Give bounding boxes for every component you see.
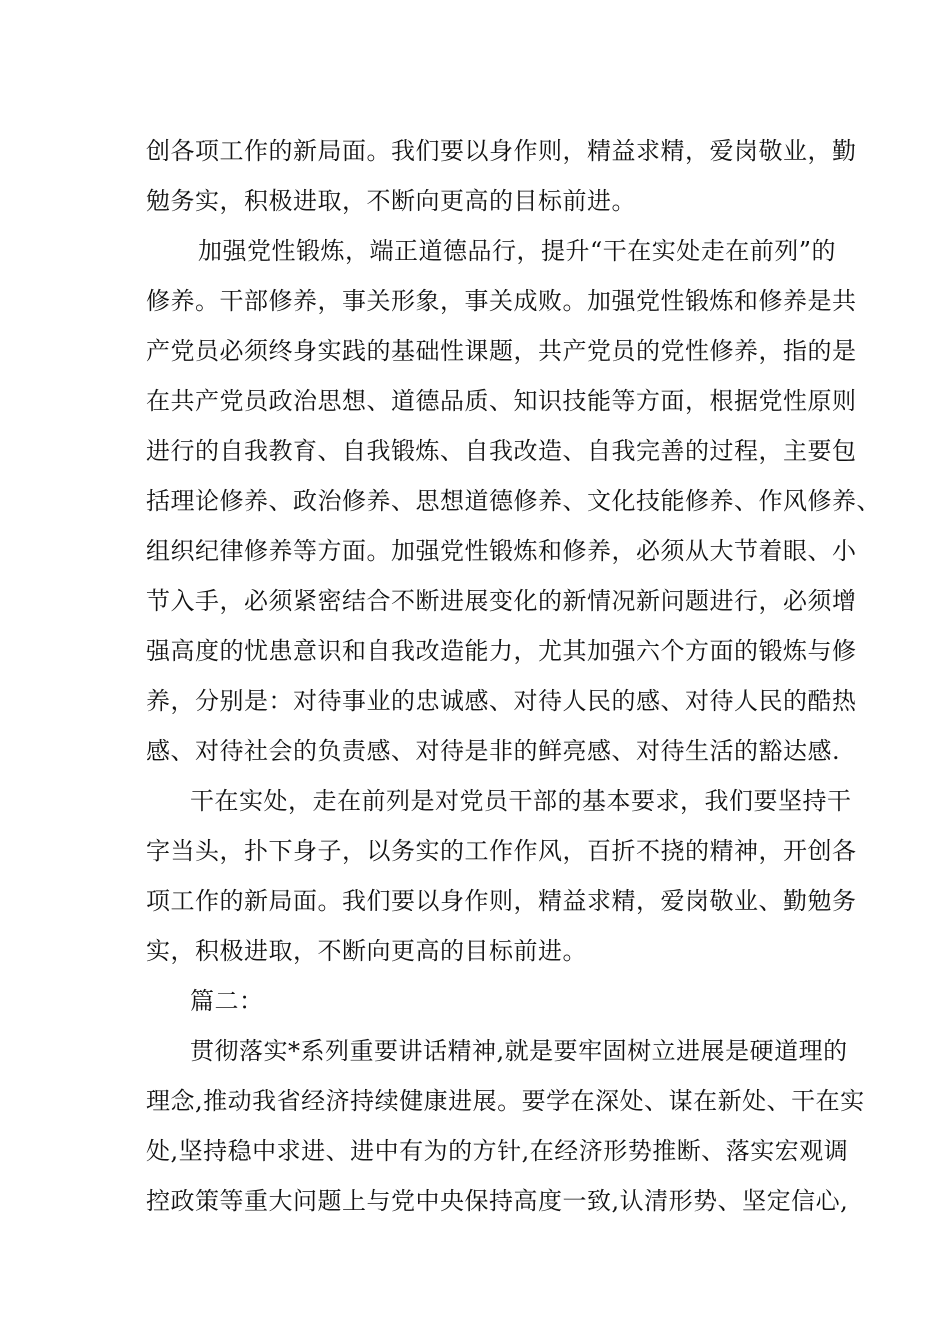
paragraph-first-line: 干在实处，走在前列是对党员干部的基本要求，我们要坚持干 [190, 787, 852, 815]
text-line: 处,坚持稳中求进、进中有为的方针,在经济形势推断、落实宏观调 [146, 1137, 849, 1165]
text-line: 项工作的新局面。我们要以身作则，精益求精，爱岗敬业、勤勉务 [146, 887, 857, 915]
text-line: 括理论修养、政治修养、思想道德修养、文化技能修养、作风修养、 [146, 487, 881, 515]
section-heading: 篇二： [190, 987, 264, 1015]
text-line: 修养。干部修养，事关形象，事关成败。加强党性锻炼和修养是共 [146, 287, 857, 315]
paragraph-first-line: 加强党性锻炼，端正道德品行，提升“干在实处走在前列”的 [198, 237, 837, 265]
text-line: 组织纪律修养等方面。加强党性锻炼和修养，必须从大节着眼、小 [146, 537, 857, 565]
text-line: 勉务实，积极进取，不断向更高的目标前进。 [146, 187, 636, 215]
text-line: 控政策等重大问题上与党中央保持高度一致,认清形势、坚定信心, [146, 1187, 849, 1215]
text-line: 在共产党员政治思想、道德品质、知识技能等方面，根据党性原则 [146, 387, 857, 415]
text-line: 进行的自我教育、自我锻炼、自我改造、自我完善的过程，主要包 [146, 437, 857, 465]
text-line: 字当头，扑下身子，以务实的工作作风，百折不挠的精神，开创各 [146, 837, 857, 865]
text-line: 养，分别是：对待事业的忠诚感、对待人民的感、对待人民的酷热 [146, 687, 857, 715]
text-line: 感、对待社会的负责感、对待是非的鲜亮感、对待生活的豁达感. [146, 737, 841, 765]
text-line: 实，积极进取，不断向更高的目标前进。 [146, 937, 587, 965]
text-line: 理念,推动我省经济持续健康进展。要学在深处、谋在新处、干在实 [146, 1087, 865, 1115]
text-line: 节入手，必须紧密结合不断进展变化的新情况新问题进行，必须增 [146, 587, 857, 615]
paragraph-first-line: 贯彻落实*系列重要讲话精神,就是要牢固树立进展是硬道理的 [190, 1037, 848, 1065]
text-line: 强高度的忧患意识和自我改造能力，尤其加强六个方面的锻炼与修 [146, 637, 857, 665]
text-line: 创各项工作的新局面。我们要以身作则，精益求精，爱岗敬业，勤 [146, 137, 857, 165]
text-line: 产党员必须终身实践的基础性课题，共产党员的党性修养，指的是 [146, 337, 857, 365]
